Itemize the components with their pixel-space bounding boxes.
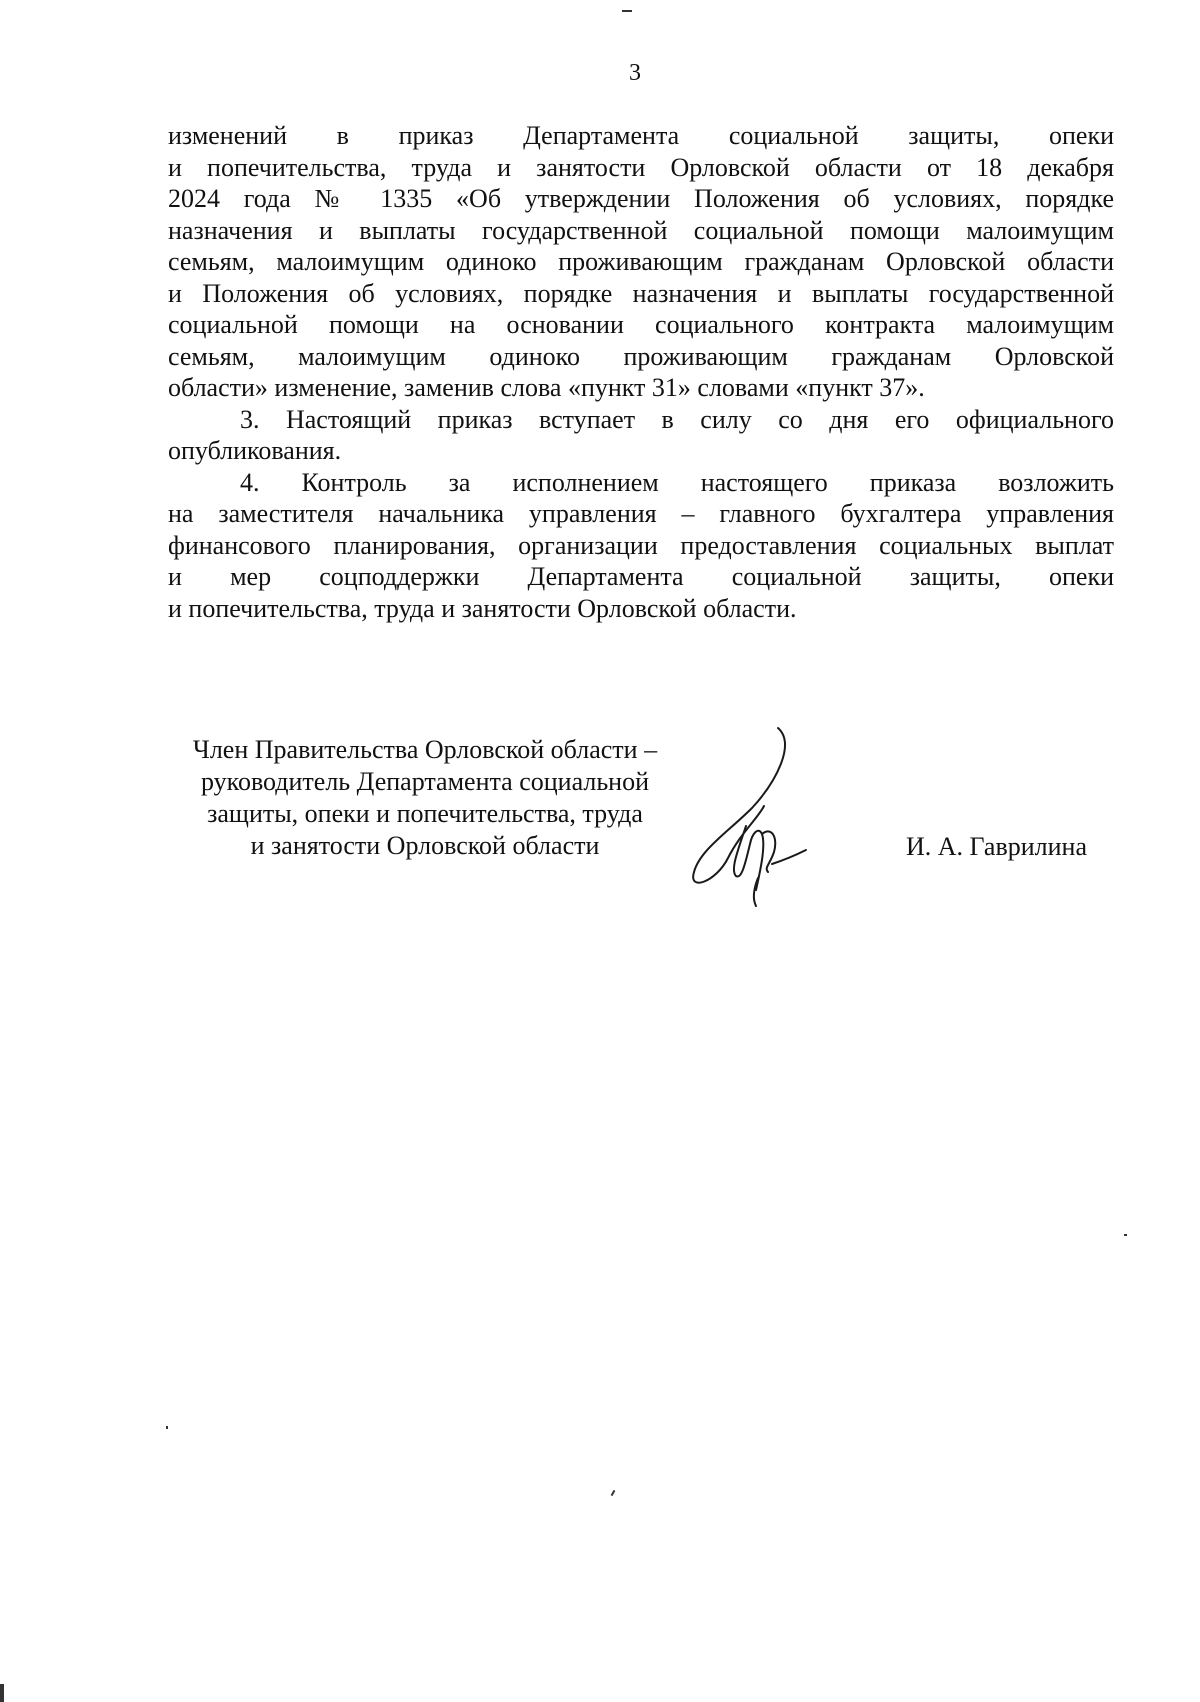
signatory-title-line: и занятости Орловской области — [250, 831, 600, 860]
scan-speck — [622, 10, 632, 12]
text-line: области» изменение, заменив слова «пункт 31» словами «пункт 37». — [168, 373, 925, 402]
signatory-title-line: Член Правительства Орловской области – — [192, 735, 658, 764]
signatory-title-line: защиты, опеки и попечительства, труда — [207, 799, 643, 828]
text-line: и Положения об условиях, порядке назначения и выплаты государственной — [168, 278, 1114, 308]
text-line: социальной помощи на основании социального контракта малоимущим — [168, 310, 1114, 339]
document-body — [168, 120, 1114, 624]
text-line: и попечительства, труда и занятости Орловской области. — [168, 593, 797, 623]
signatory-name: И. А. Гаврилина — [906, 832, 1088, 861]
text-line: изменений в приказ Департамента социальной защиты, опеки — [168, 121, 1114, 150]
text-line: финансового планирования, организации предоставления социальных выплат — [168, 530, 1114, 560]
text-line: опубликования. — [168, 436, 342, 465]
paragraph-4 — [168, 467, 1114, 625]
text-line: семьям, малоимущим одиноко проживающим гражданам Орловской области — [168, 247, 1114, 276]
handwritten-signature — [680, 722, 830, 912]
signatory-title-line: руководитель Департамента социальной — [200, 767, 650, 796]
text-line: назначения и выплаты государственной социальной помощи малоимущим — [168, 215, 1114, 245]
scan-speck — [166, 1426, 168, 1429]
page-number: 3 — [629, 60, 641, 86]
scan-speck — [0, 1684, 4, 1702]
scan-speck — [611, 1490, 616, 1496]
text-line: 2024 года № 1335 «Об утверждении Положения об условиях, порядке — [168, 184, 1114, 213]
paragraph-3 — [168, 404, 1114, 467]
text-line: семьям, малоимущим одиноко проживающим гражданам Орловской — [168, 341, 1114, 371]
paragraph-continuation — [168, 120, 1114, 404]
signatory-title — [160, 734, 690, 862]
scan-speck — [1124, 1234, 1127, 1236]
text-line: и попечительства, труда и занятости Орловской области от 18 декабря — [168, 152, 1114, 182]
text-line: 4. Контроль за исполнением настоящего приказа возложить — [240, 467, 1114, 497]
text-line: 3. Настоящий приказ вступает в силу со дня его официального — [240, 404, 1114, 434]
text-line: на заместителя начальника управления – главного бухгалтера управления — [168, 499, 1114, 528]
text-line: и мер соцподдержки Департамента социальной защиты, опеки — [168, 562, 1114, 591]
